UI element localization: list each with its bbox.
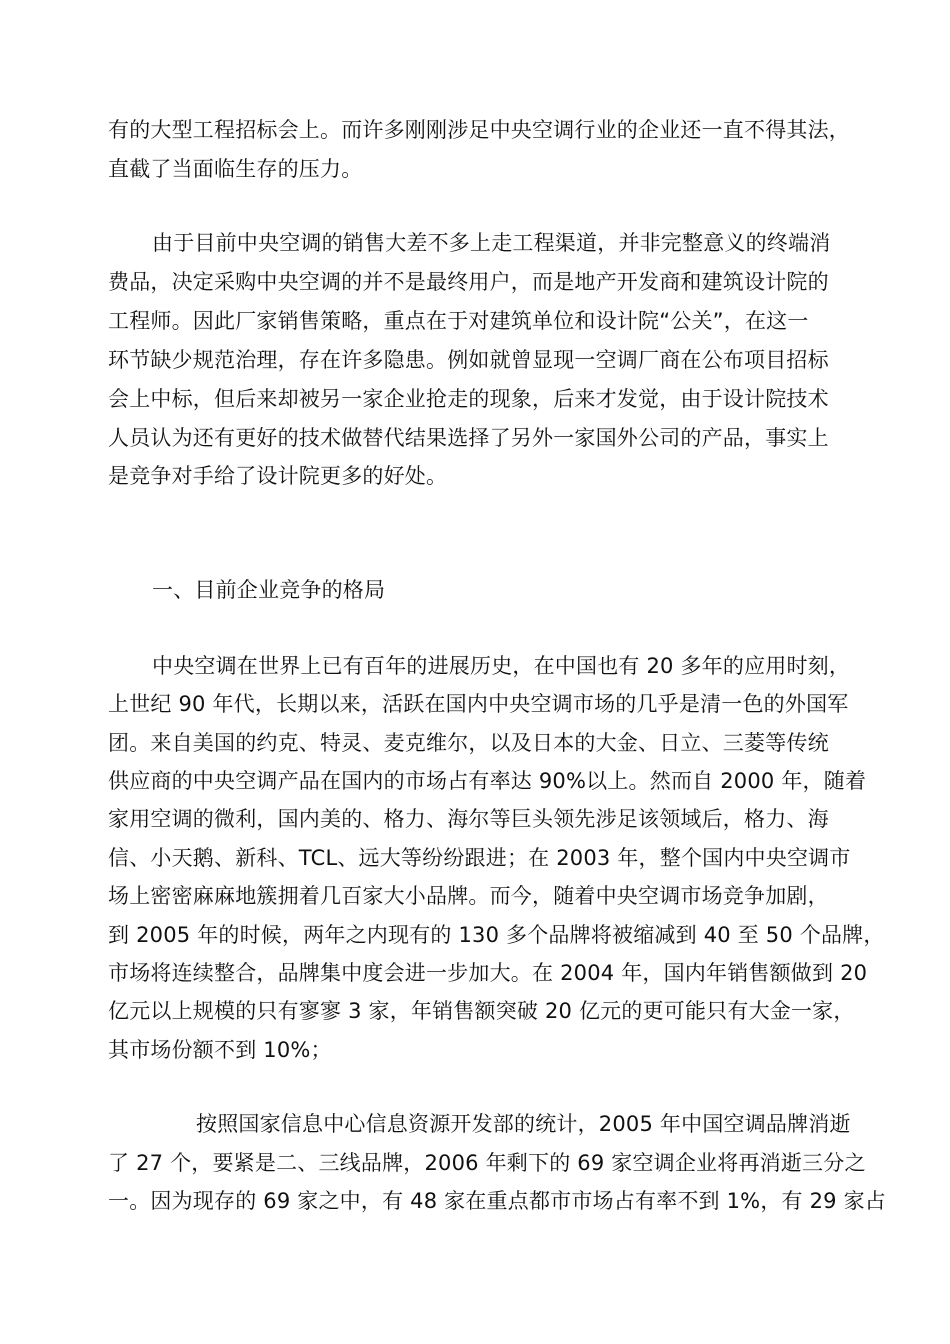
p3-line-10: 亿元以上规模的只有寥寥 3 家，年销售额突破 20 亿元的更可能只有大金一家，	[108, 999, 855, 1023]
p3-line-3: 团。来自美国的约克、特灵、麦克维尔，以及日本的大金、日立、三菱等传统	[108, 731, 829, 755]
p3-line-2: 上世纪 90 年代，长期以来，活跃在国内中央空调市场的几乎是清一色的外国军	[108, 692, 849, 716]
p2-line-5: 会上中标，但后来却被另一家企业抢走的现象，后来才发觉，由于设计院技术	[108, 387, 829, 411]
p2-line-1: 由于目前中央空调的销售大差不多上走工程渠道，并非完整意义的终端消	[152, 231, 831, 255]
p3-line-8: 到 2005 年的时候，两年之内现有的 130 多个品牌将被缩减到 40 至 50 个品牌，	[108, 923, 885, 947]
p4-line-1: 按照国家信息中心信息资源开发部的统计，2005 年中国空调品牌消逝	[196, 1112, 851, 1136]
p3-line-5: 家用空调的微利，国内美的、格力、海尔等巨头领先涉足该领域后，格力、海	[108, 807, 829, 831]
p2-line-7: 是竞争对手给了设计院更多的好处。	[108, 464, 448, 488]
p3-line-6: 信、小天鹅、新科、TCL、远大等纷纷跟进；在 2003 年，整个国内中央空调市	[108, 846, 851, 870]
p1-line-2: 直截了当面临生存的压力。	[108, 157, 363, 181]
p4-line-3: 一。因为现存的 69 家之中，有 48 家在重点都市市场占有率不到 1%，有 29 家占	[108, 1189, 887, 1213]
p1-line-1: 有的大型工程招标会上。而许多刚刚涉足中央空调行业的企业还一直不得其法，	[108, 118, 850, 142]
p2-line-2: 费品，决定采购中央空调的并不是最终用户，而是地产开发商和建筑设计院的	[108, 270, 829, 294]
p3-line-7: 场上密密麻麻地簇拥着几百家大小品牌。而今，随着中央空调市场竞争加剧，	[108, 884, 829, 908]
p3-line-9: 市场将连续整合，品牌集中度会进一步加大。在 2004 年，国内年销售额做到 20	[108, 961, 868, 985]
p3-line-4: 供应商的中央空调产品在国内的市场占有率达 90%以上。然而自 2000 年，随着	[108, 769, 867, 793]
p3-line-11: 其市场份额不到 10%；	[108, 1038, 332, 1062]
p3-line-1: 中央空调在世界上已有百年的进展历史，在中国也有 20 多年的应用时刻，	[152, 654, 851, 678]
p2-line-6: 人员认为还有更好的技术做替代结果选择了另外一家国外公司的产品，事实上	[108, 426, 829, 450]
p4-line-2: 了 27 个，要紧是二、三线品牌，2006 年剩下的 69 家空调企业将再消逝三分之	[108, 1151, 866, 1175]
p2-line-3: 工程师。因此厂家销售策略，重点在于对建筑单位和设计院“公关”，在这一	[108, 309, 809, 333]
section-heading: 一、目前企业竞争的格局	[152, 578, 386, 602]
p2-line-4: 环节缺少规范治理，存在许多隐患。例如就曾显现一空调厂商在公布项目招标	[108, 348, 829, 372]
